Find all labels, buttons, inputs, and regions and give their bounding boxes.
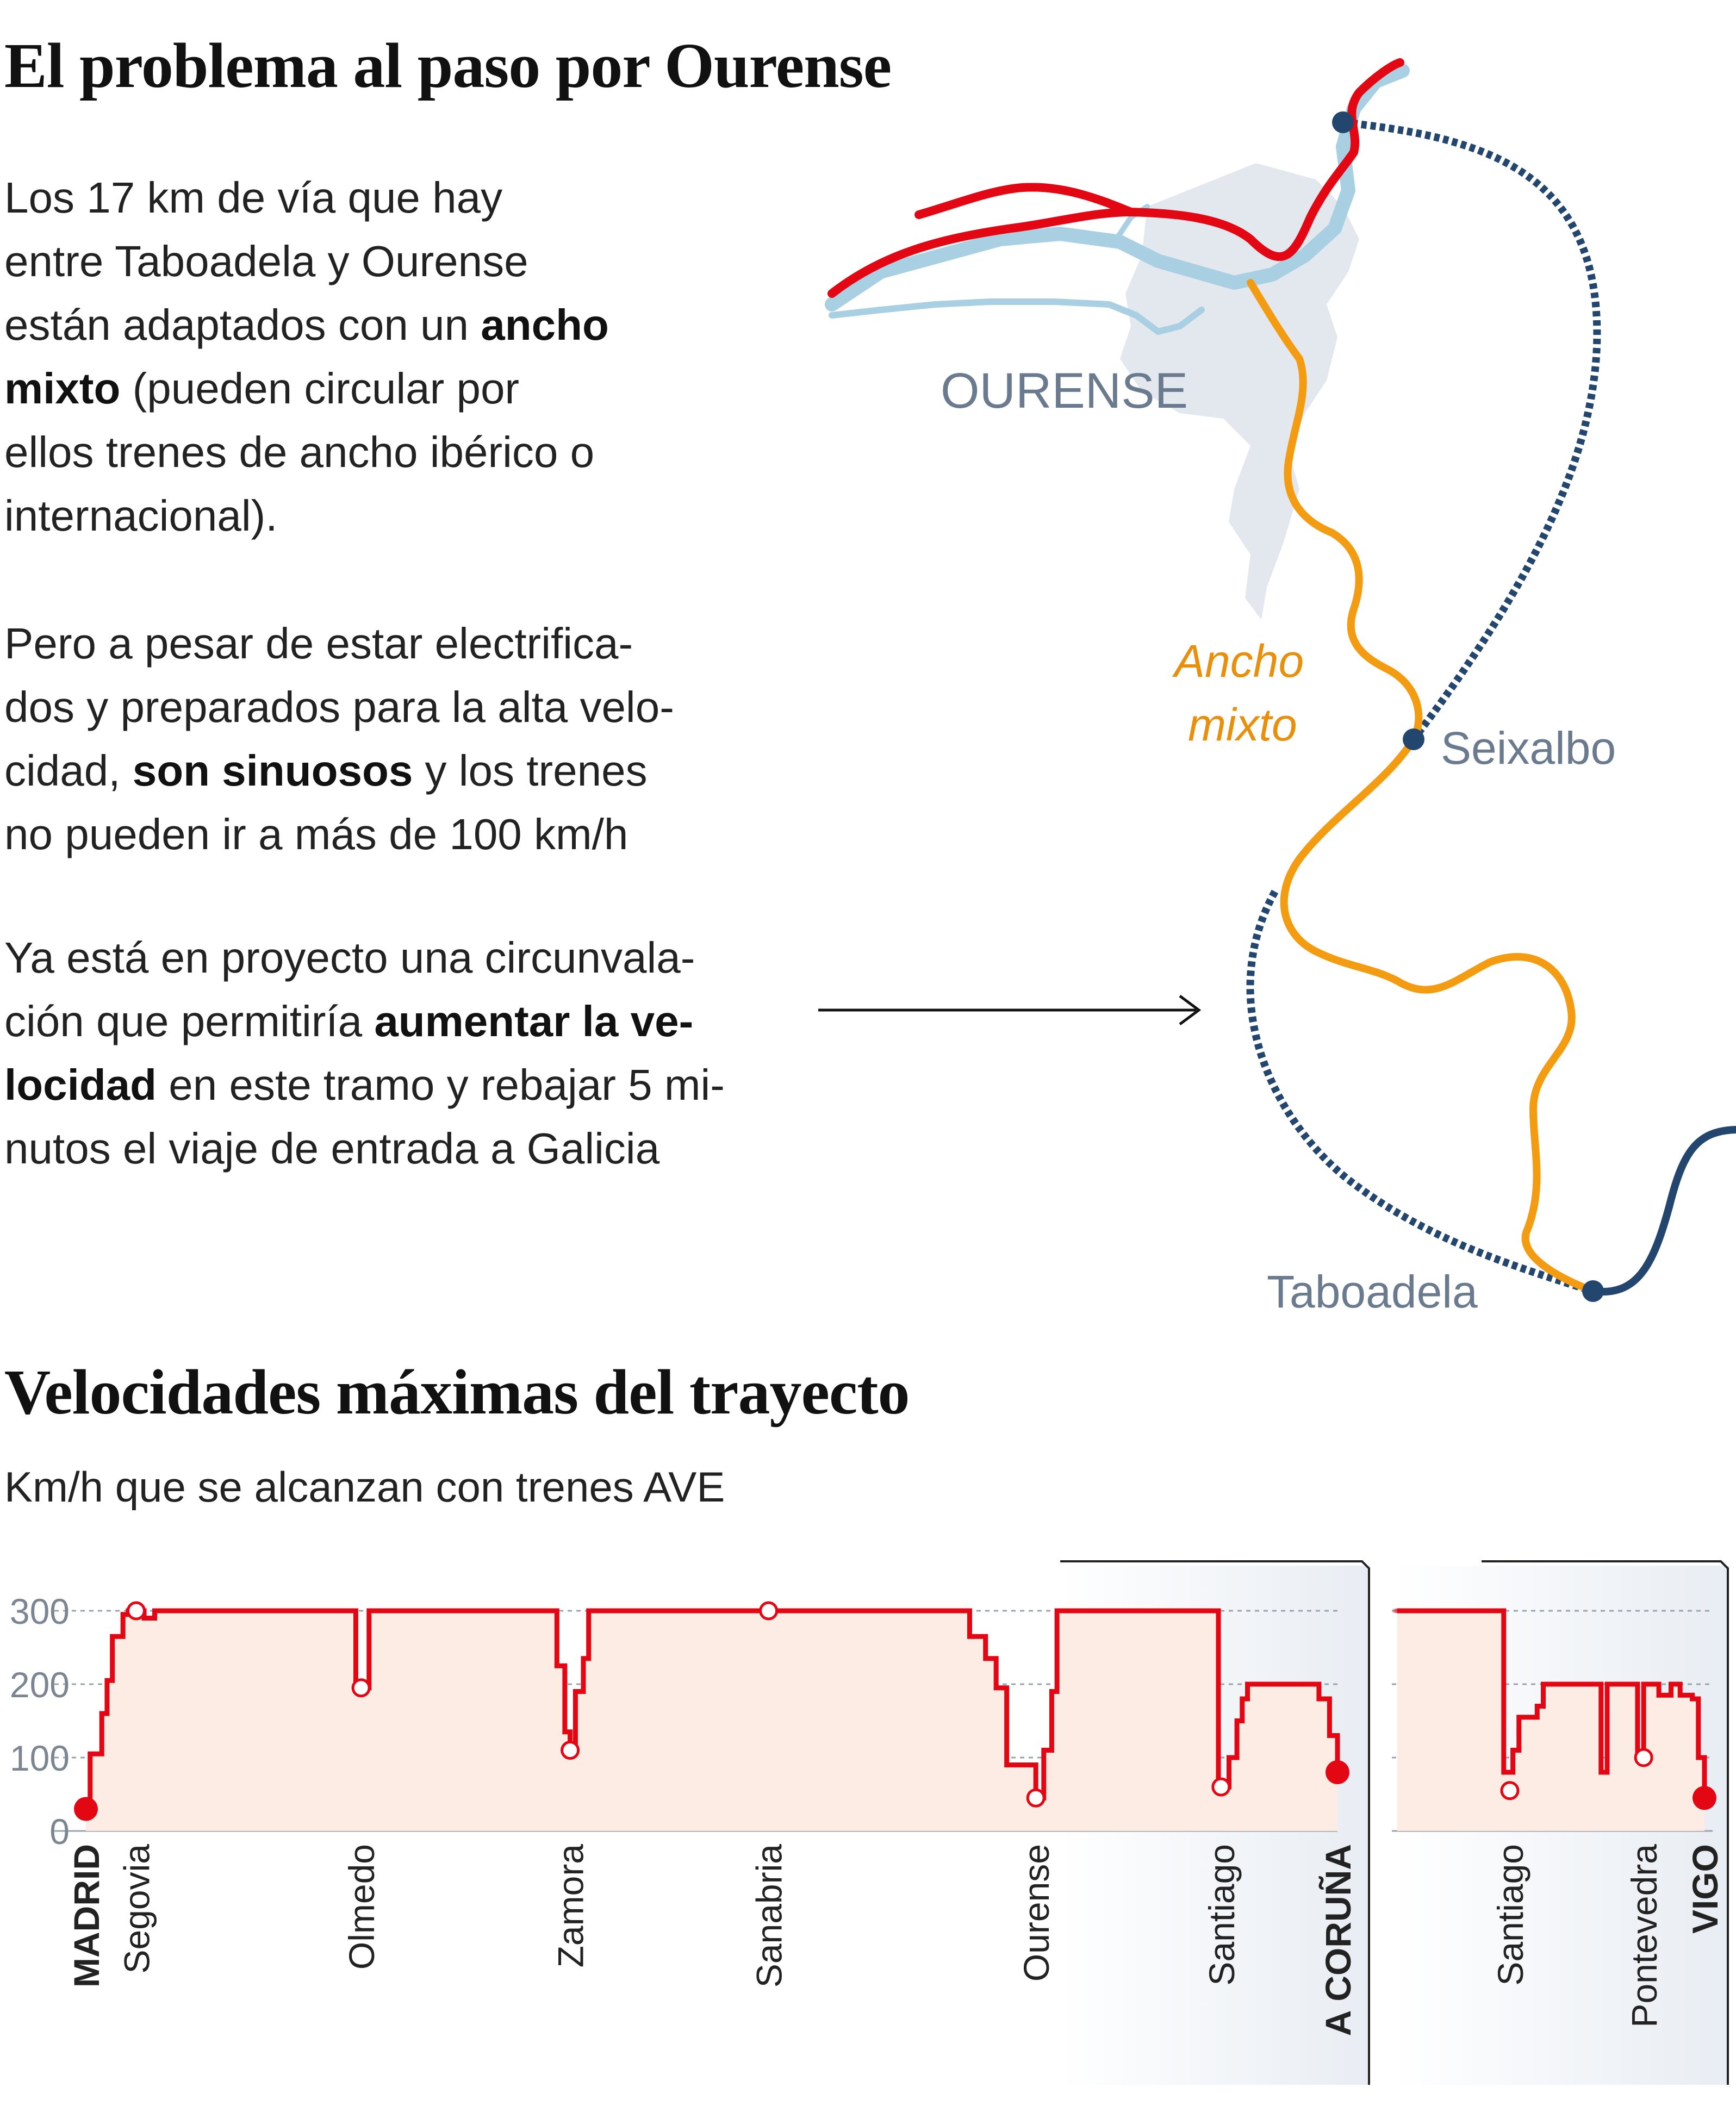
bold-text-run: aumentar la ve- <box>374 997 694 1045</box>
city-label: OURENSE <box>941 363 1188 419</box>
stop-marker <box>1028 1790 1044 1806</box>
paragraph-line <box>4 420 793 484</box>
stop-marker <box>1502 1783 1518 1799</box>
text-run: entre Taboadela y Ourense <box>4 237 528 285</box>
map-section-title: El problema al paso por Ourense <box>4 30 892 101</box>
high-speed-line-east <box>1593 1130 1736 1292</box>
chart-title: Velocidades máximas del trayecto <box>4 1356 910 1428</box>
station-label-pontevedra: Pontevedra <box>1624 1844 1665 2028</box>
paragraph-sinuosos <box>4 612 793 866</box>
text-run: internacional). <box>4 491 278 540</box>
station-label-olmedo: Olmedo <box>341 1844 382 1970</box>
text-run: en este tramo y rebajar 5 mi- <box>157 1061 725 1109</box>
endpoint-marker <box>74 1797 98 1821</box>
endpoint-marker <box>1693 1786 1716 1810</box>
speed-chart <box>0 1522 1736 2118</box>
text-run: ellos trenes de ancho ibérico o <box>4 428 595 476</box>
bold-text-run: locidad <box>4 1061 157 1109</box>
endpoint-marker <box>1326 1760 1349 1784</box>
paragraph-line <box>4 739 793 802</box>
paragraph-line <box>4 357 793 420</box>
text-run: no pueden ir a más de 100 km/h <box>4 810 629 858</box>
paragraph-line <box>4 802 793 866</box>
stop-marker <box>562 1742 578 1759</box>
station-label-santiago: Santiago <box>1201 1844 1242 1986</box>
bold-text-run: ancho <box>481 301 609 349</box>
stop-marker <box>1213 1779 1229 1795</box>
paragraph-circunvalacion <box>4 926 793 1180</box>
paragraph-line <box>4 612 793 675</box>
paragraph-ancho-mixto <box>4 166 793 547</box>
stop-marker <box>128 1603 144 1619</box>
text-run: ción que permitiría <box>4 997 375 1045</box>
seixalbo-label: Seixalbo <box>1441 722 1616 774</box>
paragraph-line <box>4 1053 793 1117</box>
chart-subtitle: Km/h que se alcanzan con trenes AVE <box>4 1463 725 1511</box>
stop-marker <box>1635 1749 1652 1766</box>
y-tick-label: 100 <box>9 1738 70 1778</box>
paragraph-line <box>4 989 793 1053</box>
text-run: Los 17 km de vía que hay <box>4 173 503 222</box>
station-label-segovia: Segovia <box>116 1844 157 1974</box>
seixalbo-station-marker <box>1403 728 1424 750</box>
text-run: cidad, <box>4 746 133 795</box>
text-run: están adaptados con un <box>4 301 481 349</box>
taboadela-station-marker <box>1582 1280 1604 1302</box>
mixed-gauge-line <box>1250 283 1593 1291</box>
paragraph-line <box>4 926 793 989</box>
mixed-gauge-label-2: mixto <box>1188 699 1297 750</box>
speed-area-0 <box>86 1611 1337 1831</box>
text-run: nutos el viaje de entrada a Galicia <box>4 1124 660 1173</box>
station-label-ourense: Ourense <box>1016 1844 1057 1982</box>
text-run: Ya está en proyecto una circunvala- <box>4 933 695 982</box>
station-label-santiago: Santiago <box>1490 1844 1530 1986</box>
stop-marker <box>761 1603 777 1619</box>
y-tick-label: 0 <box>49 1811 70 1852</box>
text-run: y los trenes <box>413 746 648 795</box>
paragraph-line <box>4 675 793 739</box>
taboadela-label: Taboadela <box>1267 1266 1478 1317</box>
ourense-station-marker <box>1332 111 1354 133</box>
paragraph-line <box>4 293 793 357</box>
station-label-madrid: MADRID <box>66 1844 107 1988</box>
mixed-gauge-label-1: Ancho <box>1174 636 1304 687</box>
paragraph-line <box>4 1117 793 1180</box>
y-tick-label: 200 <box>9 1665 70 1705</box>
y-tick-label: 300 <box>9 1591 70 1631</box>
bypass-line-south <box>1250 892 1593 1291</box>
station-label-sanabria: Sanabria <box>749 1844 789 1988</box>
paragraph-line <box>4 166 793 229</box>
stop-marker <box>353 1680 369 1696</box>
paragraph-line <box>4 484 793 547</box>
station-label-a-coruña: A CORUÑA <box>1318 1844 1358 2036</box>
bold-text-run: son sinuosos <box>132 746 413 795</box>
text-run: (pueden circular por <box>120 364 520 413</box>
station-label-vigo: VIGO <box>1685 1844 1725 1934</box>
station-label-zamora: Zamora <box>550 1844 591 1968</box>
text-run: dos y preparados para la alta velo- <box>4 683 674 731</box>
paragraph-line <box>4 229 793 293</box>
bypass-line <box>1343 122 1597 739</box>
bold-text-run: mixto <box>4 364 121 413</box>
text-run: Pero a pesar de estar electrifica- <box>4 619 633 668</box>
